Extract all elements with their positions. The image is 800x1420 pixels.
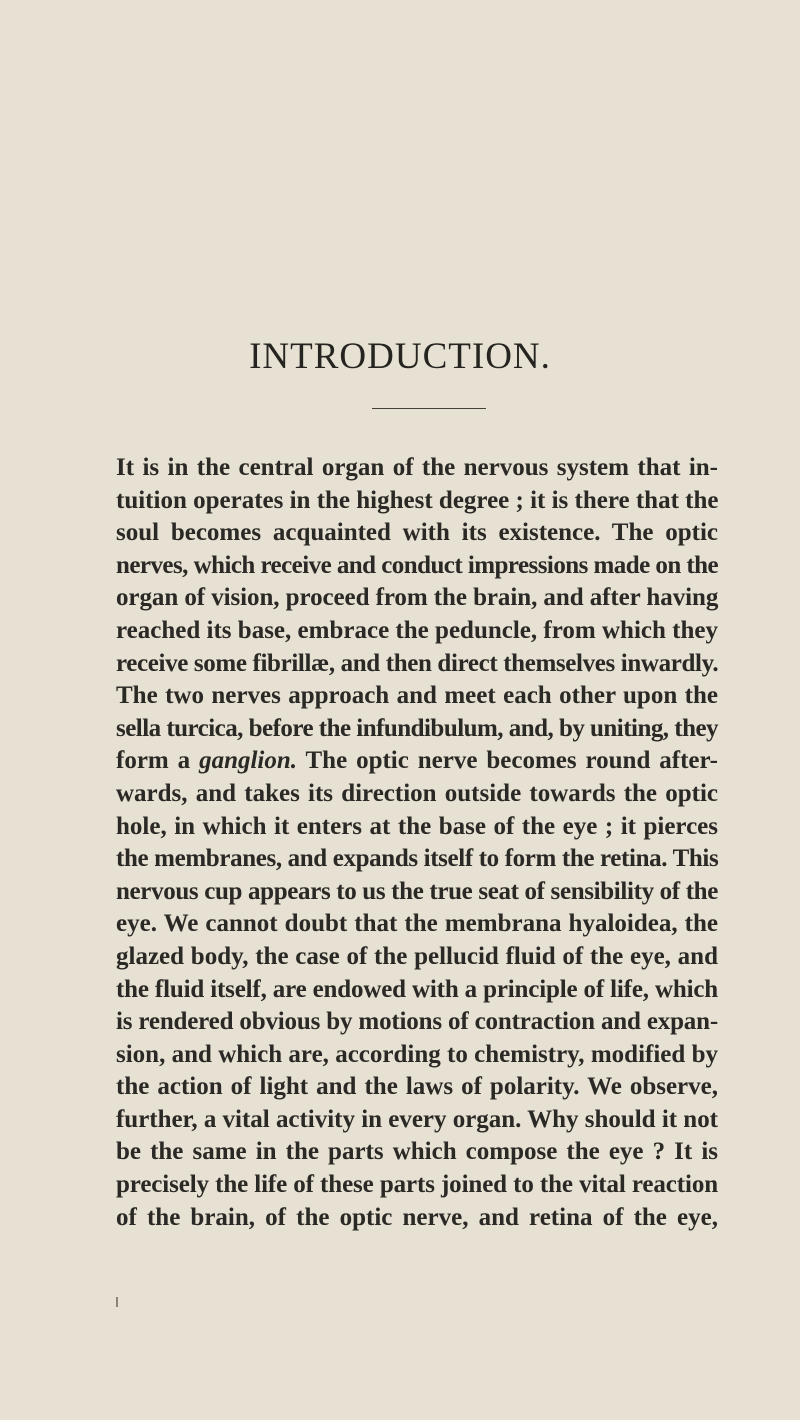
stray-mark (116, 1297, 118, 1307)
text-line: soul becomes acquainted with its existence. The optic (116, 519, 718, 547)
text-line: sella turcica, before the infundibulum, and, by uniting, they (116, 714, 718, 742)
text-segment: The optic nerve becomes round after- (297, 747, 719, 775)
text-line: It is in the central organ of the nervous system that in- (116, 454, 718, 481)
text-line: of the brain, of the optic nerve, and retina of the eye, (116, 1203, 718, 1231)
text-line: the fluid itself, are endowed with a principle of life, which (116, 975, 719, 1003)
text-line: further, a vital activity in every organ. Why should it not (116, 1105, 718, 1133)
text-line: eye. We cannot doubt that the membrana hyaloidea, the (116, 910, 718, 938)
text-line: organ of vision, proceed from the brain, and after having (116, 584, 719, 612)
text-line: be the same in the parts which compose the eye ? It is (116, 1138, 718, 1166)
text-line: hole, in which it enters at the base of the eye ; it pierces (116, 812, 718, 840)
text-line: nerves, which receive and conduct impressions made on the (116, 551, 719, 579)
text-line: reached its base, embrace the peduncle, from which they (116, 616, 718, 644)
text-line: the membranes, and expands itself to form the retina. This (116, 845, 719, 873)
text-line-with-italic (116, 745, 718, 778)
heading-rule (372, 408, 486, 409)
text-line: the action of light and the laws of polarity. We observe, (116, 1073, 718, 1101)
text-line: glazed body, the case of the pellucid fluid of the eye, and (116, 942, 718, 970)
chapter-heading: INTRODUCTION. (249, 336, 551, 377)
body-paragraph (116, 452, 718, 1234)
text-line: nervous cup appears to us the true seat of sensibility of the (116, 877, 718, 905)
text-line: tuition operates in the highest degree ; it is there that the (116, 486, 719, 514)
text-line: precisely the life of these parts joined to the vital reaction (116, 1171, 718, 1199)
text-line: receive some fibrillæ, and then direct themselves inwardly. (116, 649, 719, 677)
text-segment: form a (116, 747, 200, 775)
text-line: wards, and takes its direction outside towards the optic (116, 779, 718, 807)
text-line: is rendered obvious by motions of contraction and expan- (116, 1008, 718, 1036)
text-line: sion, and which are, according to chemistry, modified by (116, 1040, 718, 1068)
text-line: The two nerves approach and meet each other upon the (116, 682, 718, 710)
italic-term-ganglion: ganglion. (199, 747, 298, 775)
